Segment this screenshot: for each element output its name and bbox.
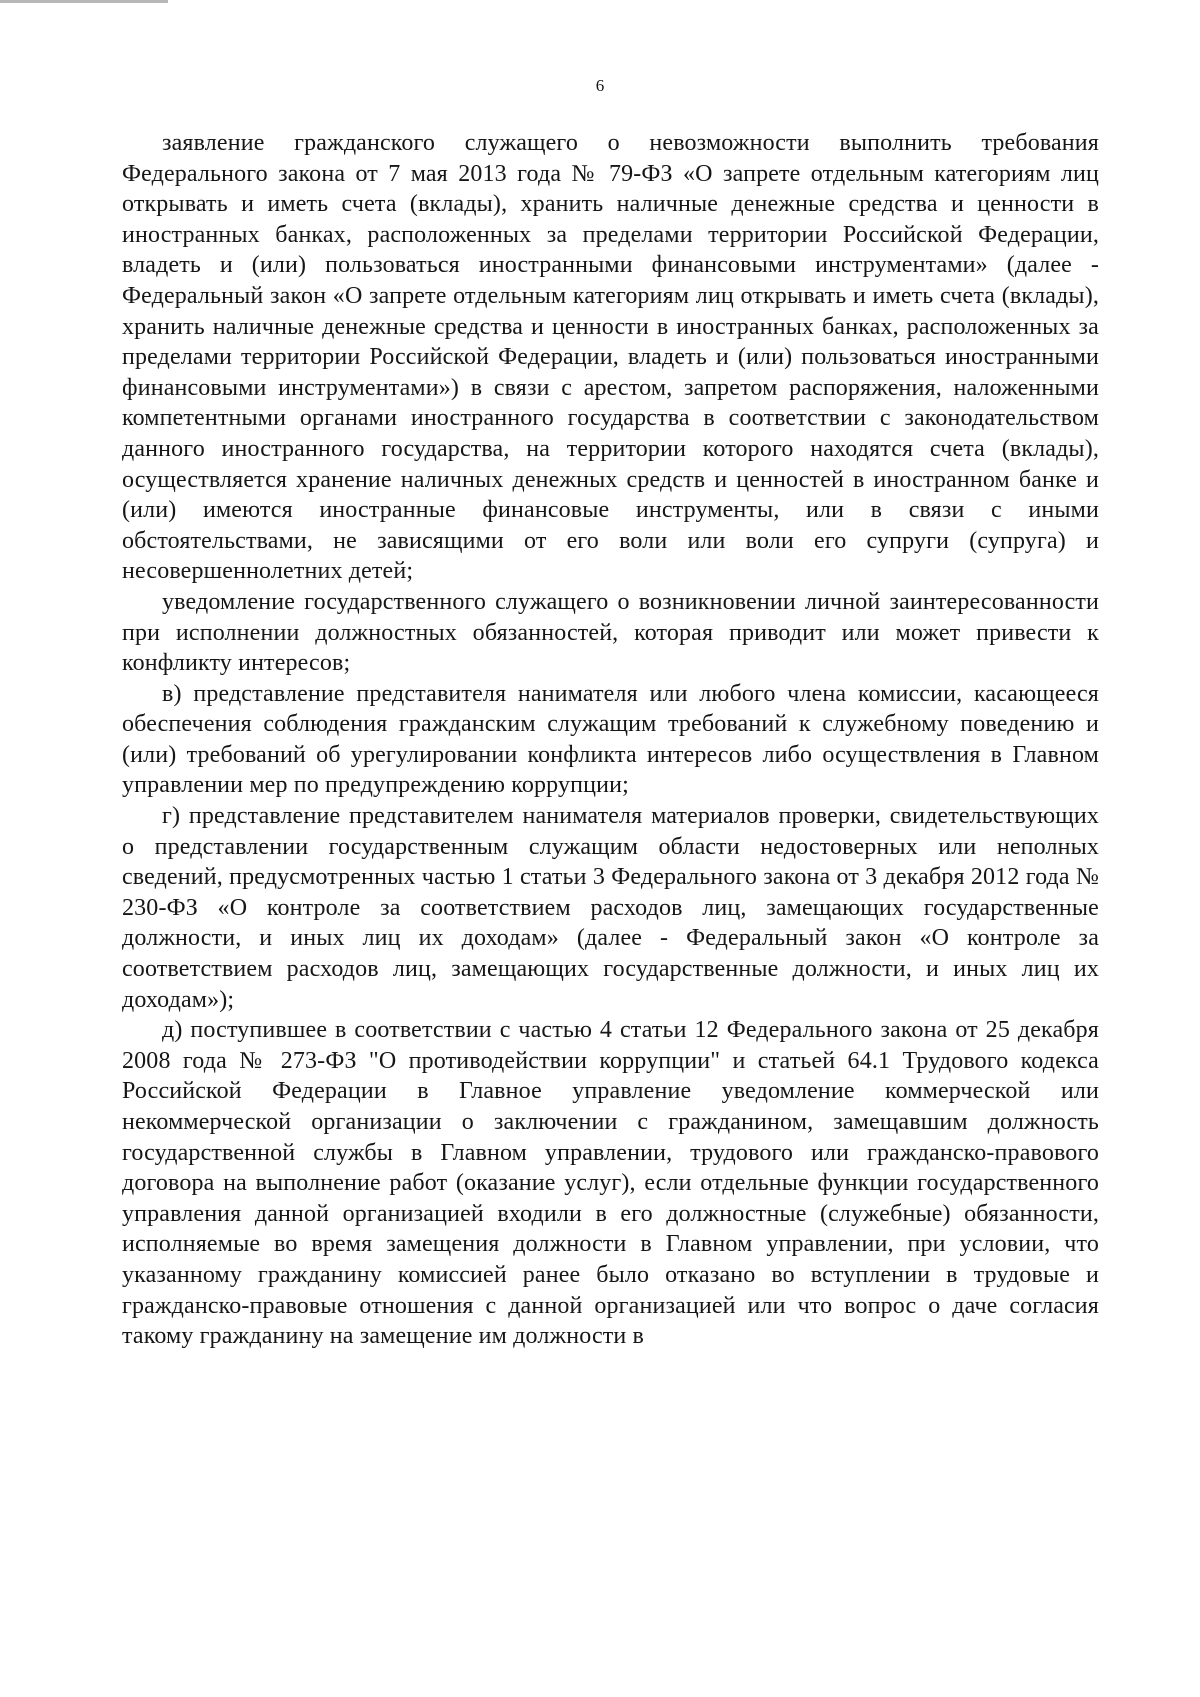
paragraph-item-g: г) представление представителем нанимателя материалов проверки, свидетельствующих о представлении государственным служащим области недостоверных или неполных сведений, предусмотренных частью 1 статьи 3 Федерального закона от 3 декабря 2012 года № 230-ФЗ «О контроле за соответствием расходов лиц, замещающих государственные должности, и иных лиц их доходам» (далее - Федеральный закон «О контроле за соответствием расходов лиц, замещающих государственные должности, и иных лиц их доходам»); xyxy=(122,803,1099,1013)
scan-edge-mark xyxy=(0,0,168,3)
paragraph-statement-impossibility: заявление гражданского служащего о невозможности выполнить требования Федерального закона от 7 мая 2013 года № 79-ФЗ «О запрете отдельным категориям лиц открывать и иметь счета (вклады), хранить наличные денежные средства и ценности в иностранных банках, расположенных за пределами территории Российской Федерации, владеть и (или) пользоваться иностранными финансовыми инструментами» (далее - Федеральный закон «О запрете отдельным категориям лиц открывать и иметь счета (вклады), хранить наличные денежные средства и ценности в иностранных банках, расположенных за пределами территории Российской Федерации, владеть и (или) пользоваться иностранными финансовыми инструментами») в связи с арестом, запретом распоряжения, наложенными компетентными органами иностранного государства в соответствии с законодательством данного иностранного государства, на территории которого находятся счета (вклады), осуществляется хранение наличных денежных средств и ценностей в иностранном банке и (или) имеются иностранные финансовые инструменты, или в связи с иными обстоятельствами, не зависящими от его воли или воли его супруги (супруга) и несовершеннолетних детей; xyxy=(122,130,1099,585)
document-body xyxy=(122,128,1099,1352)
paragraph-notification-interest: уведомление государственного служащего о возникновении личной заинтересованности при исполнении должностных обязанностей, которая приводит или может привести к конфликту интересов; xyxy=(122,588,1099,677)
paragraph-item-v: в) представление представителя нанимателя или любого члена комиссии, касающееся обеспечения соблюдения гражданским служащим требований к служебному поведению и (или) требований об урегулировании конфликта интересов либо осуществления в Главном управлении мер по предупреждению коррупции; xyxy=(122,680,1099,799)
paragraph-item-d: д) поступившее в соответствии с частью 4 статьи 12 Федерального закона от 25 декабря 2008 года № 273-ФЗ "О противодействии коррупции" и статьей 64.1 Трудового кодекса Российской Федерации в Главное управление уведомление коммерческой или некоммерческой организации о заключении с гражданином, замещавшим должность государственной службы в Главном управлении, трудового или гражданско-правового договора на выполнение работ (оказание услуг), если отдельные функции государственного управления данной организацией входили в его должностные (служебные) обязанности, исполняемые во время замещения должности в Главном управлении, при условии, что указанному гражданину комиссией ранее было отказано во вступлении в трудовые и гражданско-правовые отношения с данной организацией или что вопрос о даче согласия такому гражданину на замещение им должности в xyxy=(122,1017,1099,1350)
page-number: 6 xyxy=(595,76,605,95)
